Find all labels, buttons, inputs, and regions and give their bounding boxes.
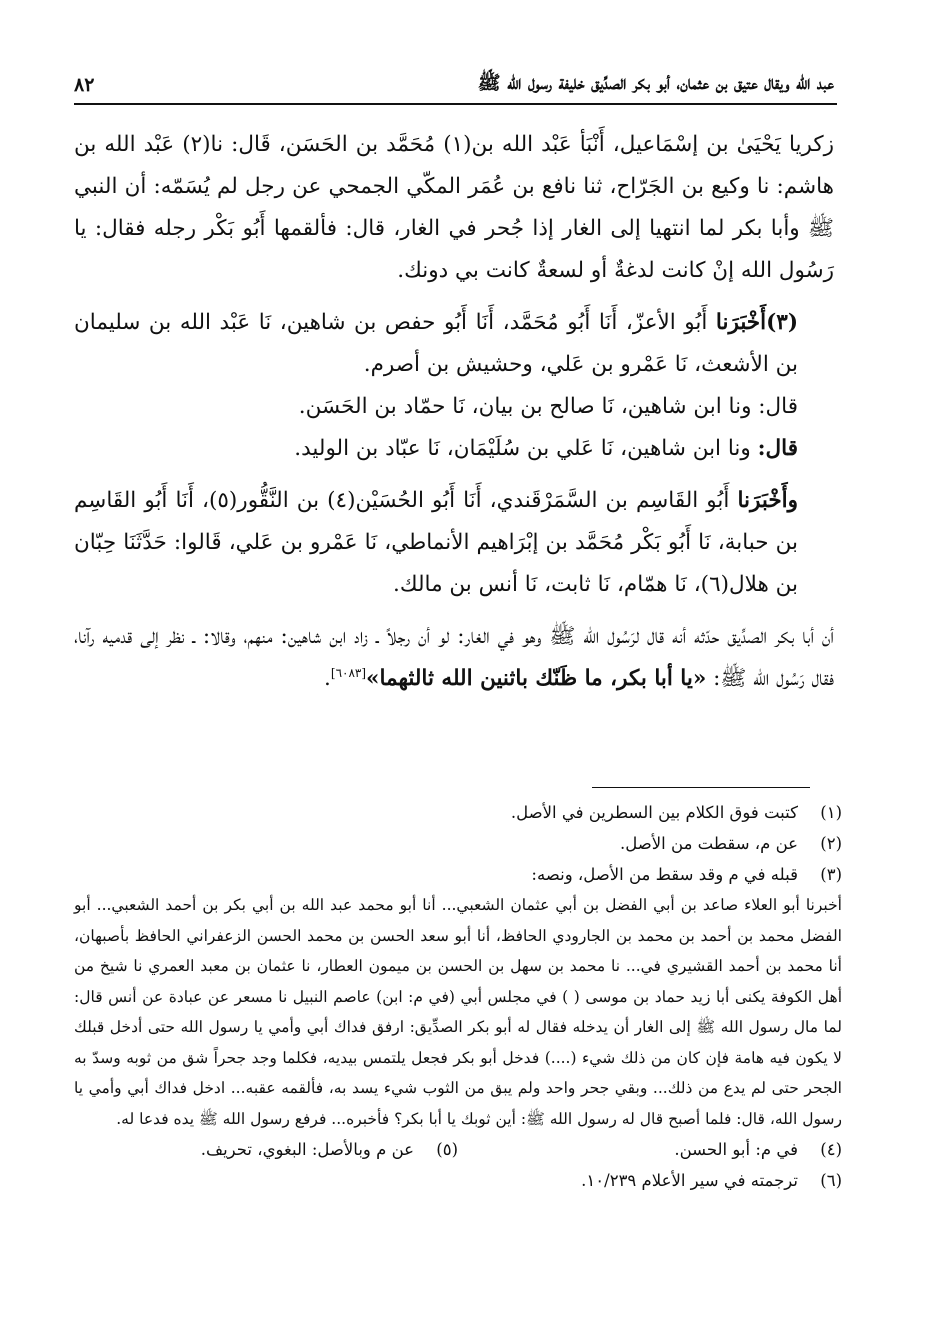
footnote-divider [592,787,810,788]
hadith-quote: «يا أبا بكر، ما ظَنّك باثنين الله ثالثهما» [366,666,707,691]
paragraph-6-text: أن أبا بكر الصدِّيق حدّثه أنه قال لرَسُول الله ﷺ وهو في الغار: لو أن رجلاً ـ زاد ابن شاهين: منهم، وقالا: ـ نظر إلى قدميه رآنا، فقال رَسُول الله ﷺ: [74,624,834,691]
footnote-1 [74,797,842,828]
paragraph-4-lead: قال: [757,436,798,461]
paragraph-2-lead: (٣)أَخْبَرَنا [715,310,798,335]
page-header [74,68,834,102]
footnote-text: كتبت فوق الكلام بين السطرين في الأصل. [510,803,798,822]
footnote-5 [74,1134,458,1165]
main-text [74,124,834,700]
footnote-text: عن م، سقطت من الأصل. [620,834,798,853]
paragraph-5 [74,480,834,606]
paragraph-1: زكريا يَحْيَىٰ بن إسْمَاعيل، أَنْبَأ عَبْد الله بن(١) مُحَمَّد بن الحَسَن، قَال: نا(٢) عَبْد الله بن هاشم: نا وكيع بن الجَرّاح، ثنا نافع بن عُمَر المكّي الجمحي عن رجل لم يُسَمّه: أن النبي ﷺ وأبا بكر لما انتهيا إلى الغار إذا جُحر في الغار، قال: فألقمها أَبُو بَكْر رجله فقال: يا رَسُول الله إنْ كانت لدغةٌ أو لسعةٌ كانت بي دونك. [74,132,834,283]
footnote-number: (٤) [820,1140,842,1159]
paragraph-3: قال: ونا ابن شاهين، نَا صالح بن بيان، نَا حمّاد بن الحَسَن. [298,394,798,419]
header-divider [74,103,837,105]
page-number: ٨٢ [74,74,95,96]
footnote-text: في م: أبو الحسن. [674,1140,798,1159]
paragraph-4 [74,428,834,470]
footnote-3 [74,859,842,890]
footnote-number: (٣) [820,865,842,884]
paragraph-4-text: ونا ابن شاهين، نَا عَلي بن سُلَيْمَان، نَا عبّاد بن الوليد. [294,436,758,461]
footnote-3-quoted-text: أخبرنا أبو العلاء صاعد بن أبي الفضل بن أبي عثمان الشعبي... أنا أبو محمد عبد الله بن أبي بكر بن أحمد الشعبي... أبو الفضل محمد بن أحمد بن محمد بن الجارودي الحافظ، أنا أبو سعد الحسن بن محمد الحسن الزعفراني الحافظ بأصبهان، أنا محمد بن أحمد القشيري في... نا محمد بن سهل بن الحسن بن ميمون العطار، نا عثمان بن معبد العمري نا شيخ من أهل الكوفة يكنى أبا زيد حماد بن موسى ( ) في مجلس أبي (في م: ابن) عاصم النبيل نا مسعر عن عبادة عن أنس قال: لما مال رسول الله ﷺ إلى الغار أن يدخله فقال له أبو بكر الصدِّيق: ارفق فداك أبي وأمي يا رسول الله حتى أدخل قبلك لا يكون فيه هامة فإن كان من ذلك شيء (....) فدخل أبو بكر فجعل يلتمس بيديه، فكلما وجد جحراً شق من ثوبه وسدّ به الجحر حتى لم يدع من ذلك... وبقي جحر واحد ولم يبق من الثوب شيء يسد به، فألقمه عقبه... ادخل فداك أبي وأمي يا رسول الله، قال: فلما أصبح قال له رسول الله ﷺ: أين ثوبك يا أبا بكر؟ فأخبره... فرفع رسول الله ﷺ يده فدعا له. [74,896,842,1128]
footnote-text: قبله في م وقد سقط من الأصل، ونصه: [531,865,798,884]
footnote-number: (١) [820,803,842,822]
paragraph-2-text: أَبُو الأعزّ، أَنَا أَبُو مُحَمَّد، أَنَا أَبُو حفص بن شاهين، نَا عَبْد الله بن سليمان بن الأشعث، نَا عَمْرو بن عَلي، وحشيش بن أصرم. [74,310,798,377]
footnote-number: (٢) [820,834,842,853]
running-title: عبد الله ويقال عتيق بن عثمان، أبو بكر الصدِّيق خليفة رسول الله ﷺ [477,72,834,94]
paragraph-6-end: . [324,666,331,691]
paragraph-5-text: أَبُو القَاسِم بن السَّمَرْقَندي، أَنَا أَبُو الحُسَيْن(٤) بن النَّقُّور(٥)، أَنَا أَبُو القَاسِم بن حبابة، نَا أَبُو بَكْر مُحَمَّد بن إبْرَاهيم الأنماطي، نَا عَمْرو بن عَلي، قَالوا: حَدَّثَنَا حِبّان بن هلال(٦)، نَا همّام، نَا ثابت، نَا أنس بن مالك. [74,488,798,597]
paragraph-2 [74,302,834,386]
footnote-row-4-5 [74,1134,842,1165]
footnote-4 [458,1134,842,1165]
footnotes [74,797,842,1196]
footnote-6 [74,1165,842,1196]
footnote-number: (٥) [436,1140,458,1159]
paragraph-5-lead: وأَخْبَرَنا [737,488,798,513]
footnote-text: ترجمته في سير الأعلام ١٠/٢٣٩. [581,1171,798,1190]
footnote-text: عن م وبالأصل: البغوي، تحريف. [200,1140,414,1159]
footnote-2 [74,828,842,859]
paragraph-6 [74,616,834,700]
footnote-number: (٦) [820,1171,842,1190]
hadith-number: [٦٠٨٣] [330,665,367,680]
